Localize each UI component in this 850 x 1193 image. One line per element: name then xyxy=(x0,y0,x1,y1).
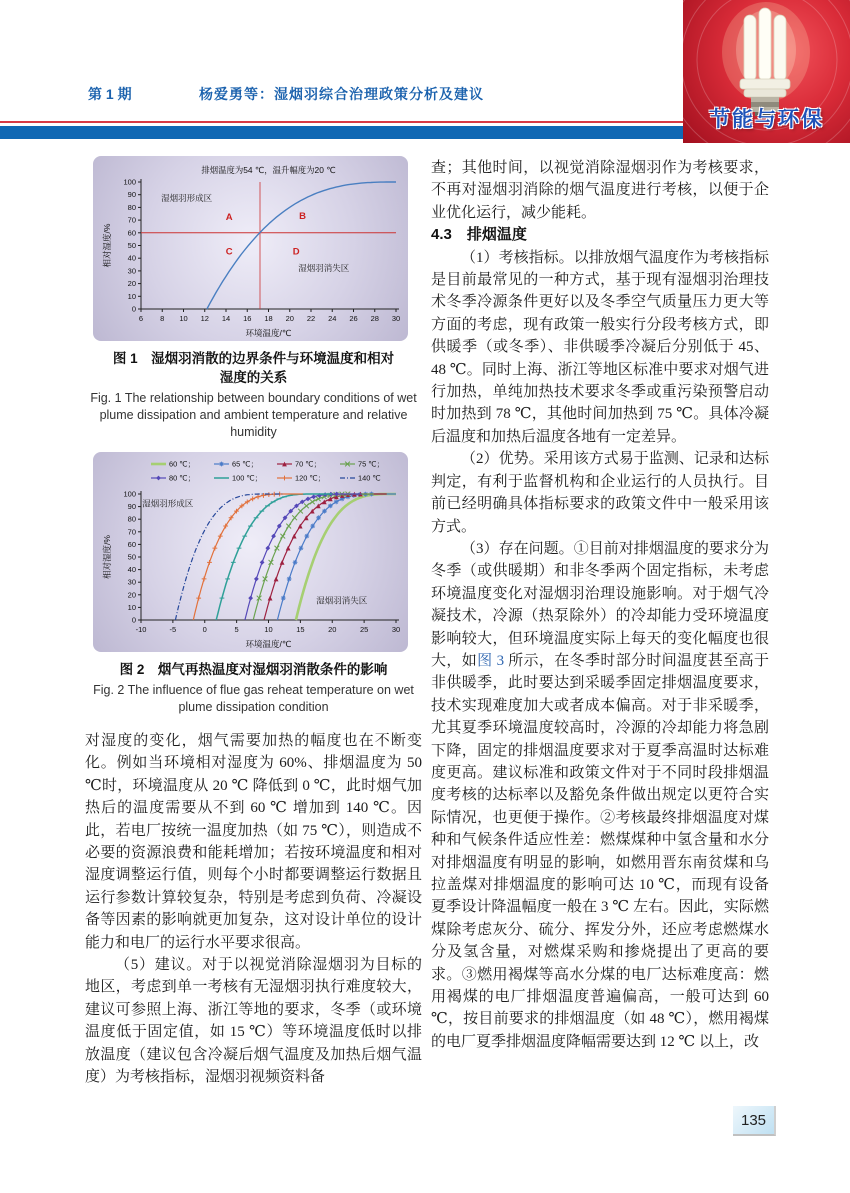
journal-badge xyxy=(683,0,850,143)
svg-text:100: 100 xyxy=(123,177,136,187)
svg-text:6: 6 xyxy=(138,314,144,323)
svg-text:12: 12 xyxy=(200,314,209,323)
svg-text:80 ℃；: 80 ℃； xyxy=(169,473,195,483)
svg-text:25: 25 xyxy=(359,625,369,634)
figure1-chart xyxy=(93,156,408,341)
svg-text:80: 80 xyxy=(127,202,136,212)
right-paragraph-3 xyxy=(431,538,769,1053)
svg-text:26: 26 xyxy=(349,314,358,323)
svg-text:湿烟羽消失区: 湿烟羽消失区 xyxy=(316,595,368,606)
svg-text:0: 0 xyxy=(131,304,136,314)
svg-text:90: 90 xyxy=(127,190,136,200)
svg-text:30: 30 xyxy=(127,577,136,587)
figure3-link[interactable]: 图 3 xyxy=(477,652,505,669)
svg-text:0: 0 xyxy=(202,625,207,634)
svg-text:10: 10 xyxy=(127,291,136,301)
left-paragraph-1: 对湿度的变化，烟气需要加热的幅度也在不断变化。例如当环境相对湿度为 60%、排烟温度为 50 ℃时，环境温度从 20 ℃ 降低到 0 ℃，此时烟气加热后的温度需要从不到 60 ℃ 增加到 140 ℃。因此，若电厂按统一温度加热（如 75 ℃），则造成不必要的资源浪费和能耗增加；若按环境温度和相对湿度调整运行值，则每个小时都要调整运行数据且运行参数计算较复杂，特别是考虑到负荷、冷凝设备等因素的影响就更加复杂，这对设计单位的设计能力和电厂的运行水平要求很高。 xyxy=(85,733,422,951)
svg-text:120 ℃；: 120 ℃； xyxy=(295,473,326,483)
svg-text:20: 20 xyxy=(127,590,136,600)
svg-text:D: D xyxy=(292,246,300,258)
figure2-chart xyxy=(93,452,408,652)
svg-text:28: 28 xyxy=(370,314,379,323)
svg-text:140 ℃: 140 ℃ xyxy=(358,473,381,483)
svg-text:40: 40 xyxy=(127,253,136,263)
svg-text:15: 15 xyxy=(296,625,305,634)
svg-text:10: 10 xyxy=(264,625,273,634)
svg-text:65 ℃；: 65 ℃； xyxy=(232,459,258,469)
paragraph-text: 所示，在冬季时部分时间温度甚至高于非供暖季，此时要达到采暖季固定排烟温度要求，技术实现难度加大或者成本偏高。对于非采暖季，尤其夏季环境温度较高时，冷源的冷却能力将急剧下降，固定的排烟温度要求对于夏季高温时达标难度更高。建议标准和政策文件对于不同时段排烟温度考核的达标率以及豁免条件做出规定以更符合实际情况，也更便于操作。②考核最终排烟温度对煤种和气候条件适应性差：燃煤煤种中氢含量和水分对排烟温度有明显的影响，如燃用晋东南贫煤和乌拉盖煤对排烟温度的影响可达 10 ℃，而现有设备夏季设计降温幅度一般在 3 ℃ 左右。因此，实际燃煤除考虑灰分、硫分、挥发分外，还应考虑燃煤水分及氢含量，对燃煤采购和掺烧提出了更高的要求。③燃用褐煤等高水分煤的电厂达标难度高：燃用褐煤的电厂排烟温度普遍偏高，一般可达到 60 ℃，按目前要求的排烟温度（如 48 ℃），燃用褐煤的电厂夏季排烟温度降幅需要达到 12 ℃ 以上，改 xyxy=(431,652,769,1050)
svg-text:A: A xyxy=(225,212,233,224)
svg-text:湿烟羽消失区: 湿烟羽消失区 xyxy=(298,262,350,273)
svg-text:0: 0 xyxy=(131,615,136,625)
svg-text:60: 60 xyxy=(127,539,136,549)
svg-text:30: 30 xyxy=(391,625,401,634)
right-paragraph-0: 查；其他时间，以视觉消除湿烟羽作为考核要求，不再对湿烟羽消除的烟气温度进行考核，以便于企业优化运行，减少能耗。 xyxy=(431,160,769,221)
svg-text:湿烟羽形成区: 湿烟羽形成区 xyxy=(161,193,213,204)
figure1-caption-en: Fig. 1 The relationship between boundary conditions of wet plume dissipation and ambient temperature and relative humidity xyxy=(90,391,417,439)
issue-label: 第 1 期 xyxy=(88,86,132,102)
svg-text:24: 24 xyxy=(328,314,337,323)
svg-text:90: 90 xyxy=(127,502,136,512)
svg-text:14: 14 xyxy=(221,314,231,323)
svg-text:环境温度/℃: 环境温度/℃ xyxy=(245,639,292,649)
svg-text:5: 5 xyxy=(234,625,239,634)
svg-text:环境温度/℃: 环境温度/℃ xyxy=(245,328,292,338)
figure1 xyxy=(93,156,408,341)
page-number: 135 xyxy=(733,1106,776,1136)
svg-text:30: 30 xyxy=(127,266,136,276)
right-paragraph-2: （2）优势。采用该方式易于监测、记录和达标判定，有利于监督机构和企业运行的人员执行。目前已经明确具体指标要求的政策文件中一般采用该方式。 xyxy=(431,451,769,535)
svg-text:50: 50 xyxy=(127,552,136,562)
svg-text:相对湿度/%: 相对湿度/% xyxy=(102,223,112,268)
right-paragraph-1: （1）考核指标。以排放烟气温度作为考核指标是目前最常见的一种方式，基于现有湿烟羽治理技术冬季冷源条件更好以及冬季空气质量压力更大等方面的考虑，现有政策一般实行分段考核方式，即供暖季（或冬季）、非供暖季冷凝后分别低于 45、48 ℃。同时上海、浙江等地区标准中要求对烟气进行加热，单纯加热技术要求冬季或重污染预警启动时加热到 78 ℃，其他时间加热到 75 ℃。具体冷凝后温度和加热后温度各地有一定差异。 xyxy=(431,249,769,445)
left-column xyxy=(85,156,422,1089)
svg-text:相对湿度/%: 相对湿度/% xyxy=(102,535,112,579)
svg-text:75 ℃；: 75 ℃； xyxy=(358,459,384,469)
svg-text:40: 40 xyxy=(127,565,136,575)
svg-text:50: 50 xyxy=(127,241,136,250)
journal-badge-label: 节能与环保 xyxy=(709,108,824,131)
svg-text:10: 10 xyxy=(127,602,136,612)
header-rule-blue xyxy=(0,126,683,139)
svg-text:70: 70 xyxy=(127,215,136,225)
svg-text:排烟温度为54 ℃，温升幅度为20 ℃: 排烟温度为54 ℃，温升幅度为20 ℃ xyxy=(201,165,336,175)
running-title: 杨爱勇等：湿烟羽综合治理政策分析及建议 xyxy=(199,86,484,102)
left-paragraph-2: （5）建议。对于以视觉消除湿烟羽为目标的地区，考虑到单一考核有无湿烟羽执行难度较大，建议可参照上海、浙江等地的要求，冬季（或环境温度低于固定值，如 15 ℃）等环境温度低时以排放温度（建议包含冷凝后烟气温度及加热后烟气温度）为考核指标，湿烟羽视频资料备 xyxy=(85,957,422,1086)
svg-text:8: 8 xyxy=(160,314,165,323)
svg-text:100: 100 xyxy=(123,489,136,499)
right-column xyxy=(431,157,769,1053)
svg-text:-5: -5 xyxy=(169,625,177,634)
svg-text:C: C xyxy=(225,246,233,258)
svg-text:10: 10 xyxy=(179,314,188,323)
header-rule-red xyxy=(0,121,683,123)
svg-text:70: 70 xyxy=(127,527,136,537)
svg-text:湿烟羽形成区: 湿烟羽形成区 xyxy=(142,498,194,509)
svg-text:16: 16 xyxy=(243,314,252,323)
svg-text:20: 20 xyxy=(328,625,337,634)
svg-text:B: B xyxy=(299,210,306,222)
svg-text:60 ℃；: 60 ℃； xyxy=(169,459,195,469)
figure2-caption-en: Fig. 2 The influence of flue gas reheat temperature on wet plume dissipation condition xyxy=(93,683,414,714)
svg-text:22: 22 xyxy=(306,314,316,323)
svg-text:20: 20 xyxy=(127,279,136,289)
svg-text:18: 18 xyxy=(264,314,273,323)
svg-text:30: 30 xyxy=(391,314,401,323)
figure1-caption-cn: 图 1 湿烟羽消散的边界条件与环境温度和相对 湿度的关系 xyxy=(112,351,395,385)
svg-text:70 ℃；: 70 ℃； xyxy=(295,459,321,469)
svg-text:20: 20 xyxy=(285,314,294,323)
svg-text:100 ℃；: 100 ℃； xyxy=(232,473,263,483)
svg-text:80: 80 xyxy=(127,514,136,524)
svg-text:60: 60 xyxy=(127,228,136,238)
figure2-caption-cn: 图 2 烟气再热温度对湿烟羽消散条件的影响 xyxy=(119,662,388,677)
section-heading-4-3: 4.3 排烟温度 xyxy=(431,226,527,244)
svg-text:-10: -10 xyxy=(135,625,147,634)
figure2 xyxy=(93,452,408,652)
paragraph-text: （3）存在问题。①目前对排烟温度的要求分为冬季（或供暖期）和非冬季两个固定指标，未考虑环境温度变化对湿烟羽治理设施影响。对于烟气冷凝技术，冷源（热泵除外）的冷却能力受环境温度影响较大，但环境温度实际上每天的变化幅度也很大，如 xyxy=(431,540,769,669)
